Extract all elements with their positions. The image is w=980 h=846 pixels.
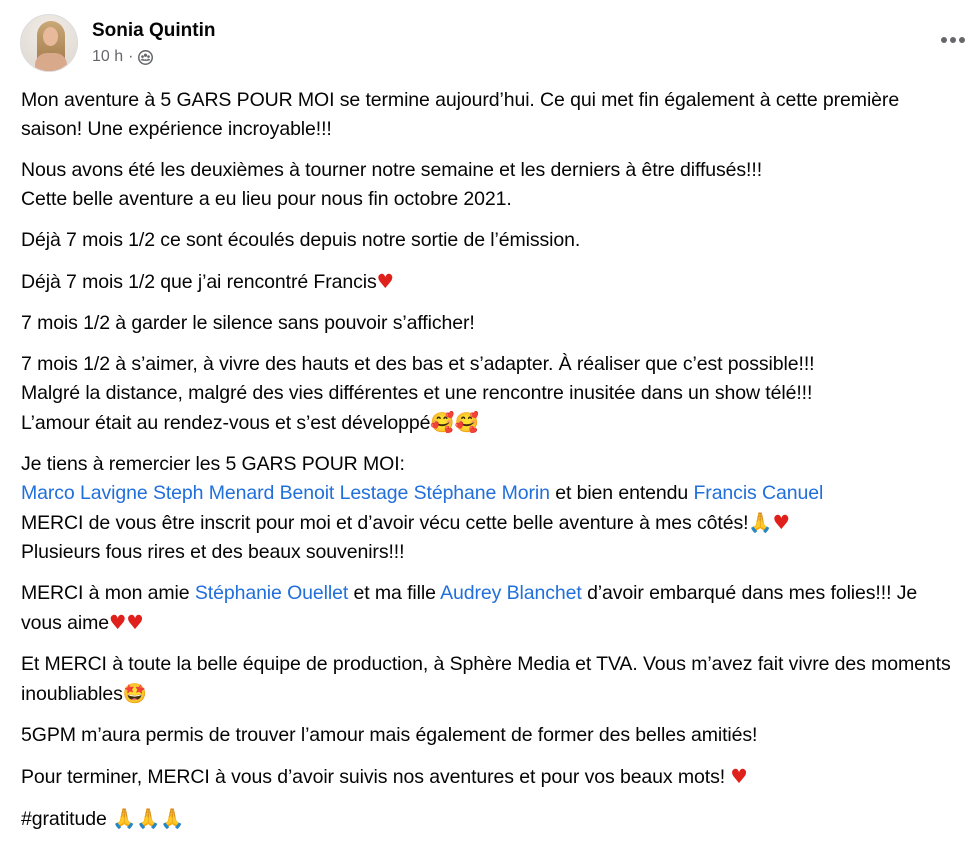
smiling-hearts-emoji-icon: 🥰🥰 [430,411,479,434]
paragraph: Pour terminer, MERCI à vous d’avoir suivis nos aventures et pour vos beaux mots! ♥ [21,765,748,788]
post-header [20,14,216,72]
mention-audrey-blanchet[interactable]: Audrey Blanchet [440,582,582,604]
friends-icon[interactable] [138,50,153,65]
post-timestamp[interactable]: 10 h [92,48,124,65]
heart-emoji-icon: ♥ [730,765,748,788]
avatar[interactable] [20,14,78,72]
mention-francis-canuel[interactable]: Francis Canuel [693,482,824,504]
heart-emoji-icon: ♥ [376,270,395,293]
post-meta [92,19,216,67]
paragraph: MERCI à mon amie Stéphanie Ouellet et ma fille Audrey Blanchet d’avoir embarqué dans mes folies!!! Je vous aime♥♥ [21,582,918,634]
paragraph: Et MERCI à toute la belle équipe de production, à Sphère Media et TVA. Vous m’avez fait vivre des moments inoubliables🤩 [21,653,951,705]
mention-steph-menard[interactable]: Steph Menard [152,482,275,504]
more-options-icon[interactable] [936,30,970,50]
paragraph [21,804,961,834]
mention-benoit-lestage[interactable]: Benoit Lestage [279,482,409,504]
paragraph: 5GPM m’aura permis de trouver l’amour mais également de former des belles amitiés! [21,724,758,746]
mention-stephane-morin[interactable]: Stéphane Morin [413,482,550,504]
paragraph: Je tiens à remercier les 5 GARS POUR MOI: Marco Lavigne Steph Menard Benoit Lestage Stéphane Morin et bien entendu Francis Canuel MERCI de vous être inscrit pour moi et d’avoir vécu cette belle aventure à mes côtés!🙏♥ Plusieurs fous rires et des beaux souvenirs!!! [21,453,824,563]
paragraph: 7 mois 1/2 à garder le silence sans pouvoir s’afficher! [21,312,475,334]
paragraph: 7 mois 1/2 à s’aimer, à vivre des hauts et des bas et s’adapter. À réaliser que c’est possible!!! Malgré la distance, malgré des vies différentes et une rencontre inusitée dans un show télé!!! L’amour était au rendez-vous et s’est développé🥰🥰 [21,353,815,434]
praying-hands-emoji-icon: 🙏 [748,511,773,534]
paragraph: Déjà 7 mois 1/2 ce sont écoulés depuis notre sortie de l’émission. [21,229,581,251]
paragraph: Déjà 7 mois 1/2 que j’ai rencontré Francis♥ [21,270,395,293]
post-body [21,86,961,846]
author-name[interactable]: Sonia Quintin [92,20,216,41]
hearts-emoji-icon: ♥♥ [108,611,144,634]
separator: · [128,48,134,65]
paragraph: Nous avons été les deuxièmes à tourner notre semaine et les derniers à être diffusés!!! Cette belle aventure a eu lieu pour nous fin octobre 2021. [21,159,763,210]
star-struck-emoji-icon: 🤩 [122,682,147,705]
post-subline [92,47,216,67]
hashtag-gratitude[interactable]: #gratitude [21,808,107,830]
paragraph: Mon aventure à 5 GARS POUR MOI se termine aujourd’hui. Ce qui met fin également à cette première saison! Une expérience incroyable!!! [21,89,900,140]
mention-marco-lavigne[interactable]: Marco Lavigne [21,482,148,504]
praying-hands-emoji-icon: 🙏🙏🙏 [112,807,185,830]
heart-emoji-icon: ♥ [772,511,790,534]
mention-stephanie-ouellet[interactable]: Stéphanie Ouellet [194,582,349,604]
